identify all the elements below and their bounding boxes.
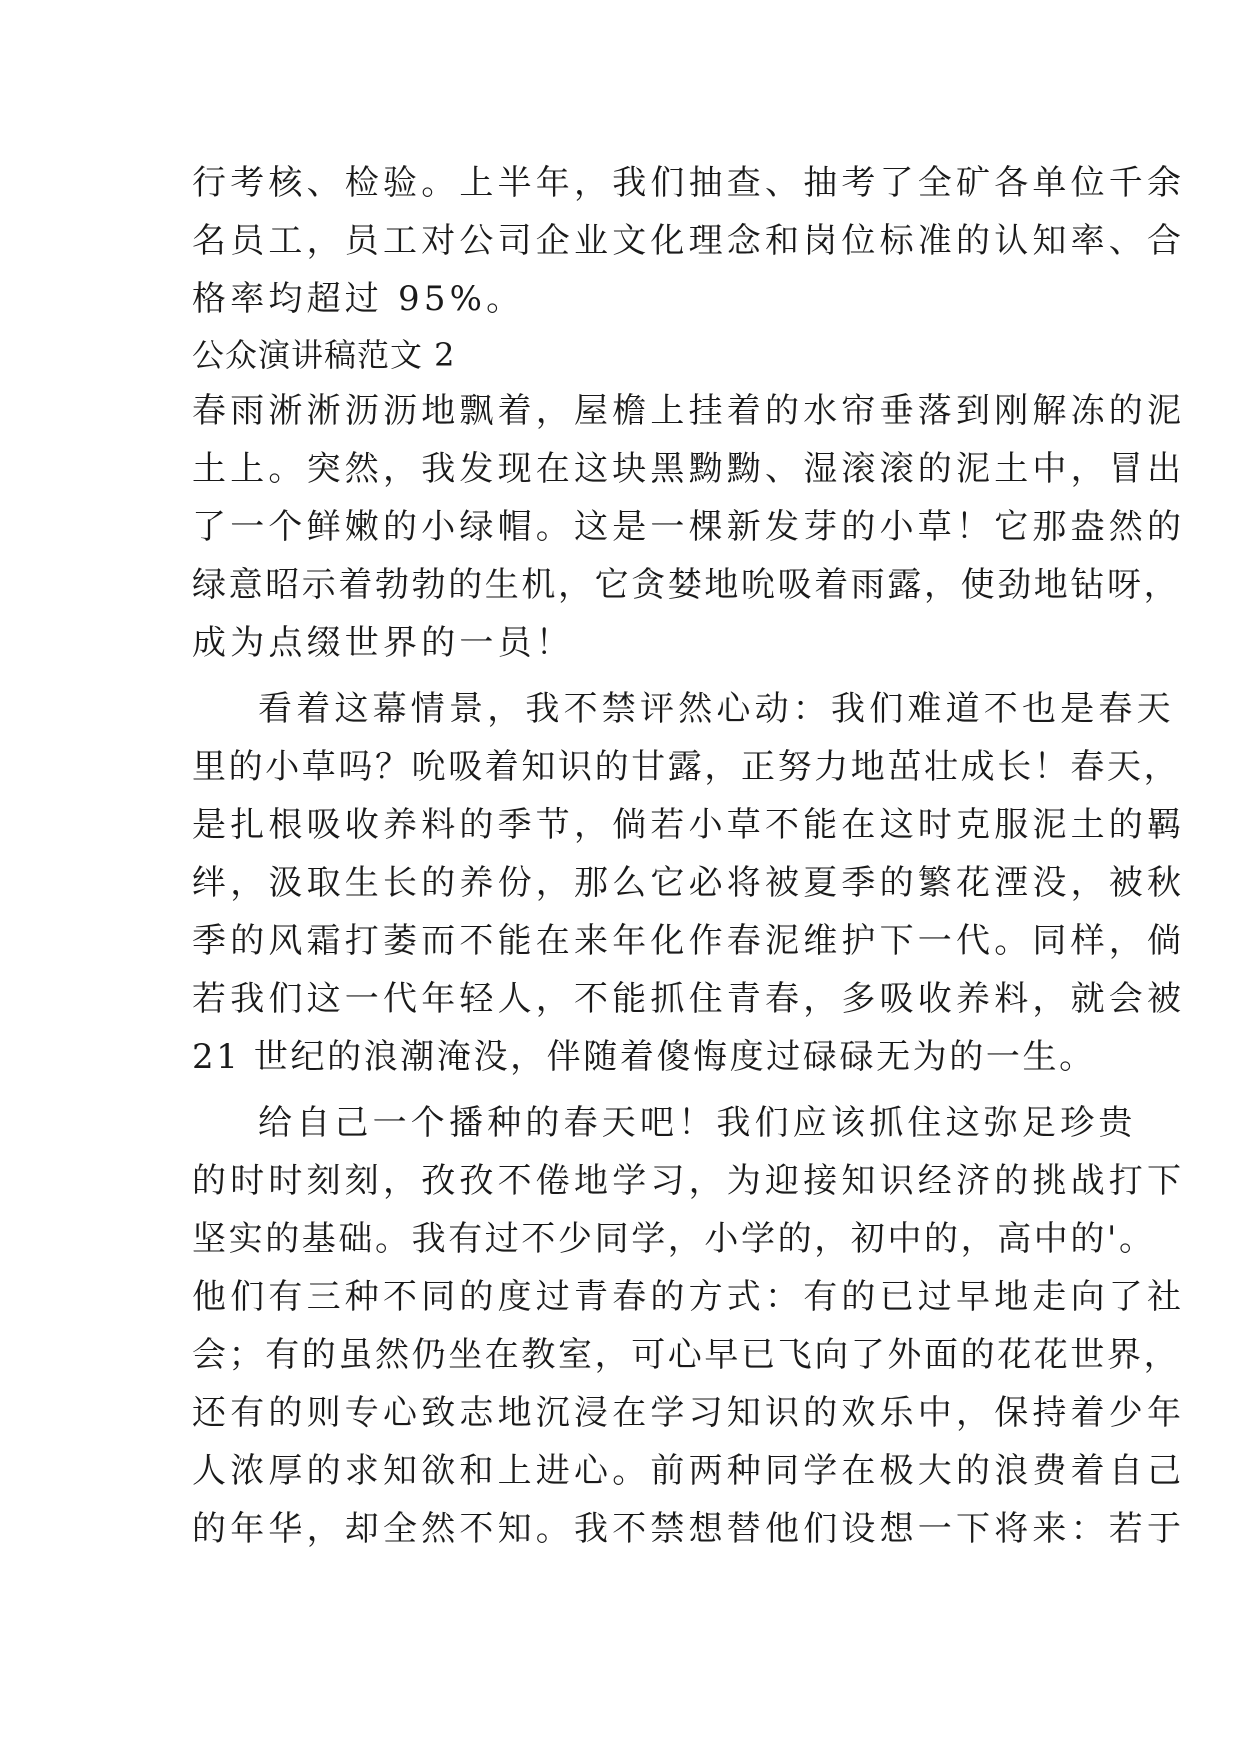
text-line: 土上。突然，我发现在这块黑黝黝、湿滚滚的泥土中，冒出 [192,449,1186,489]
heading-text: 公众演讲稿范文 2 [192,336,456,374]
document-body [192,154,1186,1558]
text-line: 还有的则专心致志地沉浸在学习知识的欢乐中，保持着少年 [192,1393,1186,1433]
text-line: 了一个鲜嫩的小绿帽。这是一棵新发芽的小草！它那盎然的 [192,507,1186,547]
section-heading [192,328,1054,382]
text-line: 若我们这一代年轻人，不能抓住青春，多吸收养料，就会被 [192,979,1186,1019]
text-line: 坚实的基础。我有过不少同学，小学的，初中的，高中的'。 [192,1219,1156,1259]
text-line: 他们有三种不同的度过青春的方式：有的已过早地走向了社 [192,1277,1186,1317]
text-line: 行考核、检验。上半年，我们抽查、抽考了全矿各单位千余 [192,163,1186,203]
text-line: 春雨淅淅沥沥地飘着，屋檐上挂着的水帘垂落到刚解冻的泥 [192,391,1186,431]
text-line: 格率均超过 95%。 [192,279,525,319]
paragraph-grass-metaphor [192,680,1186,1086]
text-line: 的时时刻刻，孜孜不倦地学习，为迎接知识经济的挑战打下 [192,1161,1186,1201]
paragraph-sowing-spring [192,1094,1186,1558]
text-line: 绿意昭示着勃勃的生机，它贪婪地吮吸着雨露，使劲地钻呀， [192,565,1181,605]
text-line: 绊，汲取生长的养份，那么它必将被夏季的繁花湮没，被秋 [192,863,1186,903]
text-line: 季的风霜打萎而不能在来年化作春泥维护下一代。同样，倘 [192,921,1186,961]
paragraph-continuation [192,154,1186,328]
text-line: 成为点缀世界的一员！ [192,623,574,663]
text-line: 的年华，却全然不知。我不禁想替他们设想一下将来：若于 [192,1509,1186,1549]
text-line: 人浓厚的求知欲和上进心。前两种同学在极大的浪费着自己 [192,1451,1186,1491]
text-line: 看着这幕情景，我不禁评然心动：我们难道不也是春天 [258,689,1175,729]
text-line: 21 世纪的浪潮淹没，伴随着傻悔度过碌碌无为的一生。 [192,1037,1096,1077]
text-line: 名员工，员工对公司企业文化理念和岗位标准的认知率、合 [192,221,1186,261]
text-line: 里的小草吗？吮吸着知识的甘露，正努力地茁壮成长！春天， [192,747,1181,787]
text-line: 给自己一个播种的春天吧！我们应该抓住这弥足珍贵 [258,1103,1137,1143]
paragraph-spring-rain [192,382,1186,672]
text-line: 是扎根吸收养料的季节，倘若小草不能在这时克服泥土的羁 [192,805,1186,845]
text-line: 会；有的虽然仍坐在教室，可心早已飞向了外面的花花世界， [192,1335,1181,1375]
